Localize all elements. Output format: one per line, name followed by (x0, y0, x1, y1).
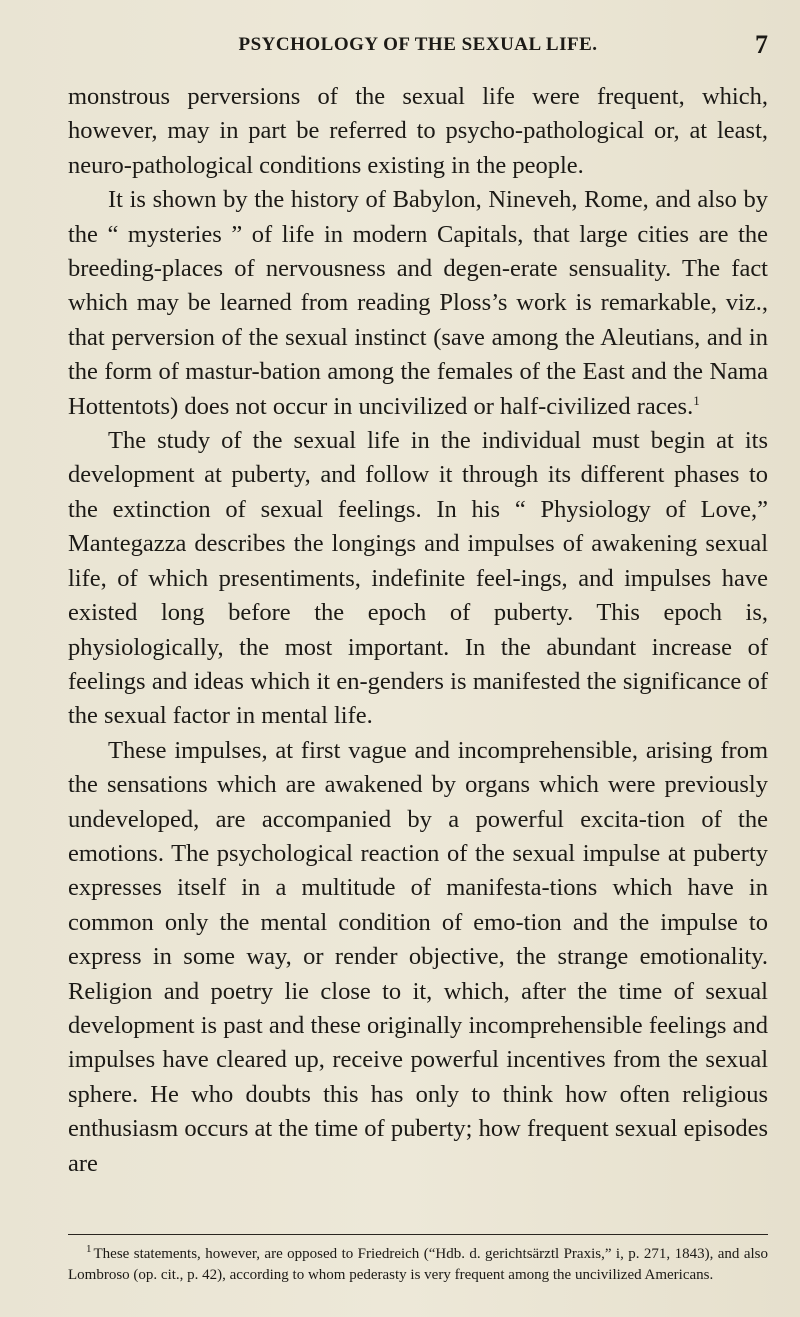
footnote (68, 1244, 768, 1286)
paragraph (68, 183, 768, 424)
footnote-mark: 1 (86, 1243, 92, 1255)
paragraph-text: The study of the sexual life in the individual must begin at its development at puberty, and follow it through its different phases to the extinction of sexual feelings. In his “ Physiology of Love,” Mantegazza describes the longings and impulses of awakening sexual life, of which presentiments, indefinite feel-ings, and impulses have existed long before the epoch of puberty. This epoch is, physiologically, the most important. In the abundant increase of feelings and ideas which it en-genders is manifested the significance of the sexual factor in mental life. (68, 427, 768, 730)
body-text (68, 80, 768, 1181)
paragraph-text: It is shown by the history of Babylon, Nineveh, Rome, and also by the “ mysteries ” of life in modern Capitals, that large cities are the breeding-places of nervousness and degen-erate sensuality. The fact which may be learned from reading Ploss’s work is remarkable, viz., that perversion of the sexual instinct (save among the Aleutians, and in the form of mastur-bation among the females of the East and the Nama Hottentots) does not occur in uncivilized or half-civilized races. (68, 186, 768, 420)
paragraph-text: monstrous perversions of the sexual life were frequent, which, however, may in part be referred to psycho-pathological or, at least, neuro-pathological conditions existing in the people. (68, 83, 768, 179)
paragraph (68, 80, 768, 183)
footnote-reference: 1 (693, 392, 700, 408)
running-head-title: PSYCHOLOGY OF THE SEXUAL LIFE. (238, 34, 598, 55)
page-number: 7 (755, 30, 768, 59)
paragraph (68, 734, 768, 1181)
paragraph (68, 424, 768, 734)
footnote-text: These statements, however, are opposed to Friedreich (“Hdb. d. gerichtsärztl Praxis,” i, p. 271, 1843), and also Lombroso (op. cit., p. 42), according to whom pederasty is very frequent among the uncivilized Americans. (68, 1246, 768, 1283)
running-head (68, 30, 768, 64)
footnote-divider (68, 1234, 768, 1235)
paragraph-text: These impulses, at first vague and incomprehensible, arising from the sensations which are awakened by organs which were previously undeveloped, are accompanied by a powerful excita-tion of the emotions. The psychological reaction of the sexual impulse at puberty expresses itself in a multitude of manifesta-tions which have in common only the mental condition of emo-tion and the impulse to express in some way, or render objective, the strange emotionality. Religion and poetry lie close to it, which, after the time of sexual development is past and these originally incomprehensible feelings and impulses have cleared up, receive powerful incentives from the sexual sphere. He who doubts this has only to think how often religious enthusiasm occurs at the time of puberty; how frequent sexual episodes are (68, 736, 768, 1177)
